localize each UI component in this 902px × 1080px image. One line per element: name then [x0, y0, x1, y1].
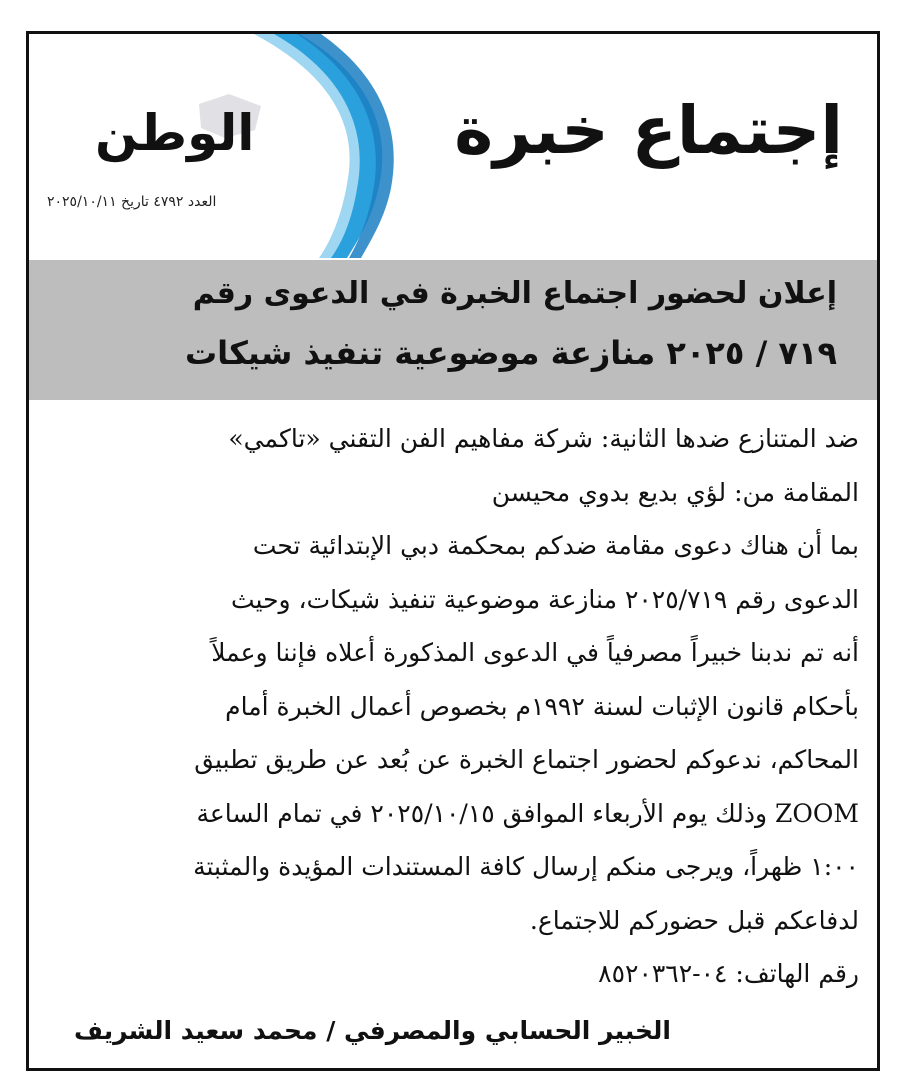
notice-body	[41, 412, 859, 1001]
body-line: لدفاعكم قبل حضوركم للاجتماع.	[529, 905, 859, 935]
body-line: الدعوى رقم ٢٠٢٥/٧١٩ منازعة موضوعية تنفيذ شيكات، وحيث	[230, 584, 859, 614]
body-line: المقامة من: لؤي بديع بدوي محيسن	[491, 477, 859, 507]
body-line: ZOOM وذلك يوم الأربعاء الموافق ٢٠٢٥/١٠/١٥ في تمام الساعة	[196, 798, 859, 828]
body-line: أنه تم ندبنا خبيراً مصرفياً في الدعوى المذكورة أعلاه فإننا وعملاً	[211, 638, 859, 667]
body-line: ضد المتنازع ضدها الثانية: شركة مفاهيم الفن التقني «تاكمي»	[228, 424, 859, 453]
banner-line-1: إعلان لحضور اجتماع الخبرة في الدعوى رقم	[192, 276, 837, 311]
notice-frame	[26, 31, 880, 1071]
phone-line: رقم الهاتف: ٠٤-٨٥٢٠٣٦٢	[598, 959, 859, 988]
subject-banner	[29, 260, 877, 400]
body-line: بما أن هناك دعوى مقامة ضدكم بمحكمة دبي الإبتدائية تحت	[252, 531, 859, 560]
issue-number-date: العدد ٤٧٩٢ تاريخ ٢٠٢٥/١٠/١١	[47, 194, 217, 210]
newspaper-name: الوطن	[95, 104, 255, 162]
body-line: المحاكم، ندعوكم لحضور اجتماع الخبرة عن بُعد عن طريق تطبيق	[194, 745, 859, 774]
body-line: ١:٠٠ ظهراً، ويرجى منكم إرسال كافة المستندات المؤيدة والمثبتة	[193, 852, 859, 881]
notice-title: إجتماع خبرة	[454, 92, 843, 169]
banner-line-2: ٧١٩ / ٢٠٢٥ منازعة موضوعية تنفيذ شيكات	[185, 334, 837, 372]
body-line: بأحكام قانون الإثبات لسنة ١٩٩٢م بخصوص أعمال الخبرة أمام	[225, 691, 859, 721]
notice-header	[29, 34, 877, 258]
signature: الخبير الحسابي والمصرفي / محمد سعيد الشريف	[73, 1016, 671, 1045]
